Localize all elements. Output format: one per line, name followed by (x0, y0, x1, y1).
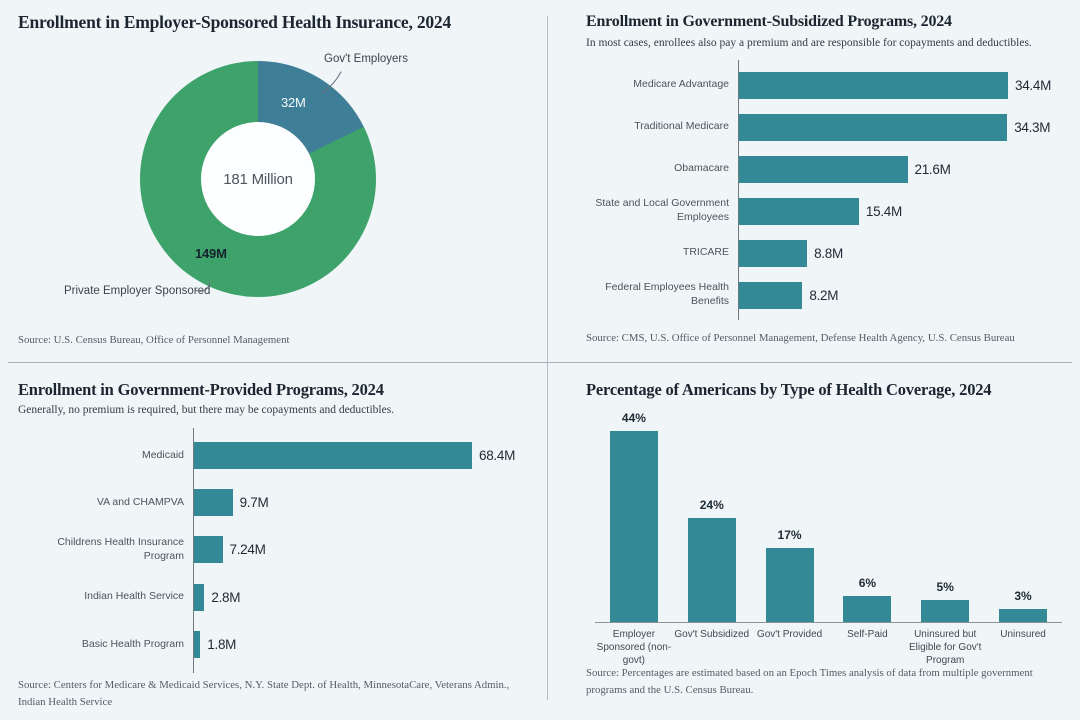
bar-category-label: Uninsured but Eligible for Gov't Program (908, 629, 982, 666)
bar-row (586, 64, 1072, 106)
panel-employer-sponsored (18, 0, 533, 362)
bar-row (18, 574, 533, 621)
bar-category-label: Gov't Provided (756, 629, 823, 640)
bar-value-label: 68.4M (479, 448, 516, 464)
panel-coverage-percentage (586, 372, 1072, 720)
panel-subtitle: In most cases, enrollees also pay a premium and are responsible for copayments and deductibles. (586, 37, 1032, 49)
percentage-bar-chart (595, 402, 1062, 666)
bar-category-label: Gov't Subsidized (674, 629, 750, 640)
bar[interactable] (193, 536, 223, 563)
bar-area (738, 156, 1072, 183)
bar-row (586, 106, 1072, 148)
bar[interactable] (610, 431, 658, 622)
bar-category-label: State and Local Government Employees (595, 197, 729, 223)
donut-label-private: Private Employer Sponsored (64, 285, 211, 297)
bar-category-label: Uninsured (1000, 629, 1046, 640)
bar-area (193, 631, 533, 658)
bar-value-label: 7.24M (229, 542, 266, 558)
bar[interactable] (738, 156, 908, 183)
bar-row (18, 432, 533, 479)
bar-column (751, 402, 829, 640)
y-axis-line (193, 428, 194, 673)
bar-value-label: 15.4M (865, 203, 902, 219)
bar[interactable] (193, 442, 472, 469)
provided-bar-chart (18, 432, 533, 669)
bar[interactable] (738, 72, 1008, 99)
bar-value-label: 6% (858, 575, 877, 590)
bar-value-label: 34.3M (1014, 119, 1051, 135)
bar-category-label: Employer Sponsored (non-govt) (596, 629, 672, 666)
source-note: Source: CMS, U.S. Office of Personnel Management, Defense Health Agency, U.S. Census Bureau (586, 332, 1015, 344)
leader-line-private (195, 282, 210, 291)
leader-lines (140, 61, 376, 297)
bar-value-label: 3% (1014, 588, 1032, 603)
bar-column (673, 402, 751, 640)
subsidized-bar-chart (586, 64, 1072, 316)
panel-title: Enrollment in Government-Provided Programs, 2024 (18, 380, 384, 399)
donut-chart-area (64, 53, 408, 297)
bar[interactable] (766, 548, 814, 622)
bar-value-label: 8.2M (809, 287, 839, 303)
bar-row (586, 148, 1072, 190)
bar-value-label: 24% (699, 497, 724, 512)
bar[interactable] (688, 518, 736, 622)
bar-value-label: 21.6M (914, 161, 951, 177)
bar[interactable] (738, 198, 859, 225)
bar-category-label: Medicaid (141, 448, 184, 461)
bar-category-label: VA and CHAMPVA (96, 495, 184, 508)
bar-column (906, 402, 984, 666)
bar-area (738, 198, 1072, 225)
source-note: Source: Percentages are estimated based on an Epoch Times analysis of data from multiple government programs and the U.S. Census Bureau. (586, 667, 1033, 696)
bar[interactable] (738, 114, 1007, 141)
bar-area (193, 536, 533, 563)
bar-area (738, 282, 1072, 309)
bar-category-label: Traditional Medicare (634, 120, 729, 133)
bar-area (193, 489, 533, 516)
bar-value-label: 2.8M (211, 589, 241, 605)
bar[interactable] (999, 609, 1047, 622)
bar-value-label: 9.7M (239, 495, 269, 511)
bar-column (984, 402, 1062, 640)
bar[interactable] (921, 600, 969, 622)
panel-subtitle: Generally, no premium is required, but there may be copayments and deductibles. (18, 404, 395, 416)
panel-title: Enrollment in Employer-Sponsored Health Insurance, 2024 (18, 12, 452, 32)
bar-area (738, 240, 1072, 267)
source-note: Source: U.S. Census Bureau, Office of Personnel Management (18, 334, 290, 346)
bar[interactable] (738, 282, 802, 309)
bar-value-label: 8.8M (814, 245, 843, 261)
bar-category-label: Self-Paid (847, 629, 888, 640)
panel-title: Enrollment in Government-Subsidized Programs, 2024 (586, 13, 952, 30)
bar-category-label: TRICARE (682, 246, 729, 259)
donut-value-govt-employers: 32M (281, 95, 306, 110)
bar-area (193, 584, 533, 611)
bar[interactable] (193, 631, 200, 658)
y-axis-line (738, 60, 739, 320)
bar-row (18, 479, 533, 526)
source-note: Source: Centers for Medicare & Medicaid Services, N.Y. State Dept. of Health, MinnesotaCare, Veterans Admin., Indian Health Service (18, 679, 510, 708)
horizontal-divider (8, 362, 1072, 363)
donut-label-govt-employers: Gov't Employers (324, 53, 408, 65)
bar-row (18, 621, 533, 668)
bar-category-label: Indian Health Service (84, 590, 184, 603)
bar-value-label: 17% (777, 528, 802, 543)
bar-row (18, 526, 533, 573)
bar-column (595, 402, 673, 666)
bar-category-label: Medicare Advantage (633, 78, 729, 91)
bar-column (828, 402, 906, 640)
bar-category-label: Federal Employees Health Benefits (605, 281, 729, 307)
bar[interactable] (738, 240, 807, 267)
vertical-divider (547, 16, 548, 700)
bar-value-label: 1.8M (207, 636, 237, 652)
bar-area (193, 442, 533, 469)
bar-row (586, 190, 1072, 232)
x-axis-line (595, 622, 1062, 623)
leader-line-govt (322, 72, 341, 93)
donut-center-label: 181 Million (223, 170, 293, 188)
panel-title: Percentage of Americans by Type of Health Coverage, 2024 (586, 380, 992, 399)
donut-value-private: 149M (195, 246, 227, 261)
bar-row (586, 232, 1072, 274)
bar-value-label: 34.4M (1015, 77, 1052, 93)
bar-value-label: 5% (936, 580, 954, 595)
bar-category-label: Obamacare (674, 162, 729, 175)
bar[interactable] (193, 584, 204, 611)
bar-category-label: Childrens Health Insurance Program (57, 536, 184, 562)
bar-area (738, 114, 1072, 141)
panel-government-provided (18, 372, 533, 720)
bar[interactable] (843, 596, 891, 622)
bar-value-label: 44% (621, 411, 646, 426)
bar-area (738, 72, 1072, 99)
panel-government-subsidized (586, 0, 1072, 362)
bar-category-label: Basic Health Program (81, 637, 184, 650)
bar[interactable] (193, 489, 233, 516)
bar-row (586, 274, 1072, 316)
